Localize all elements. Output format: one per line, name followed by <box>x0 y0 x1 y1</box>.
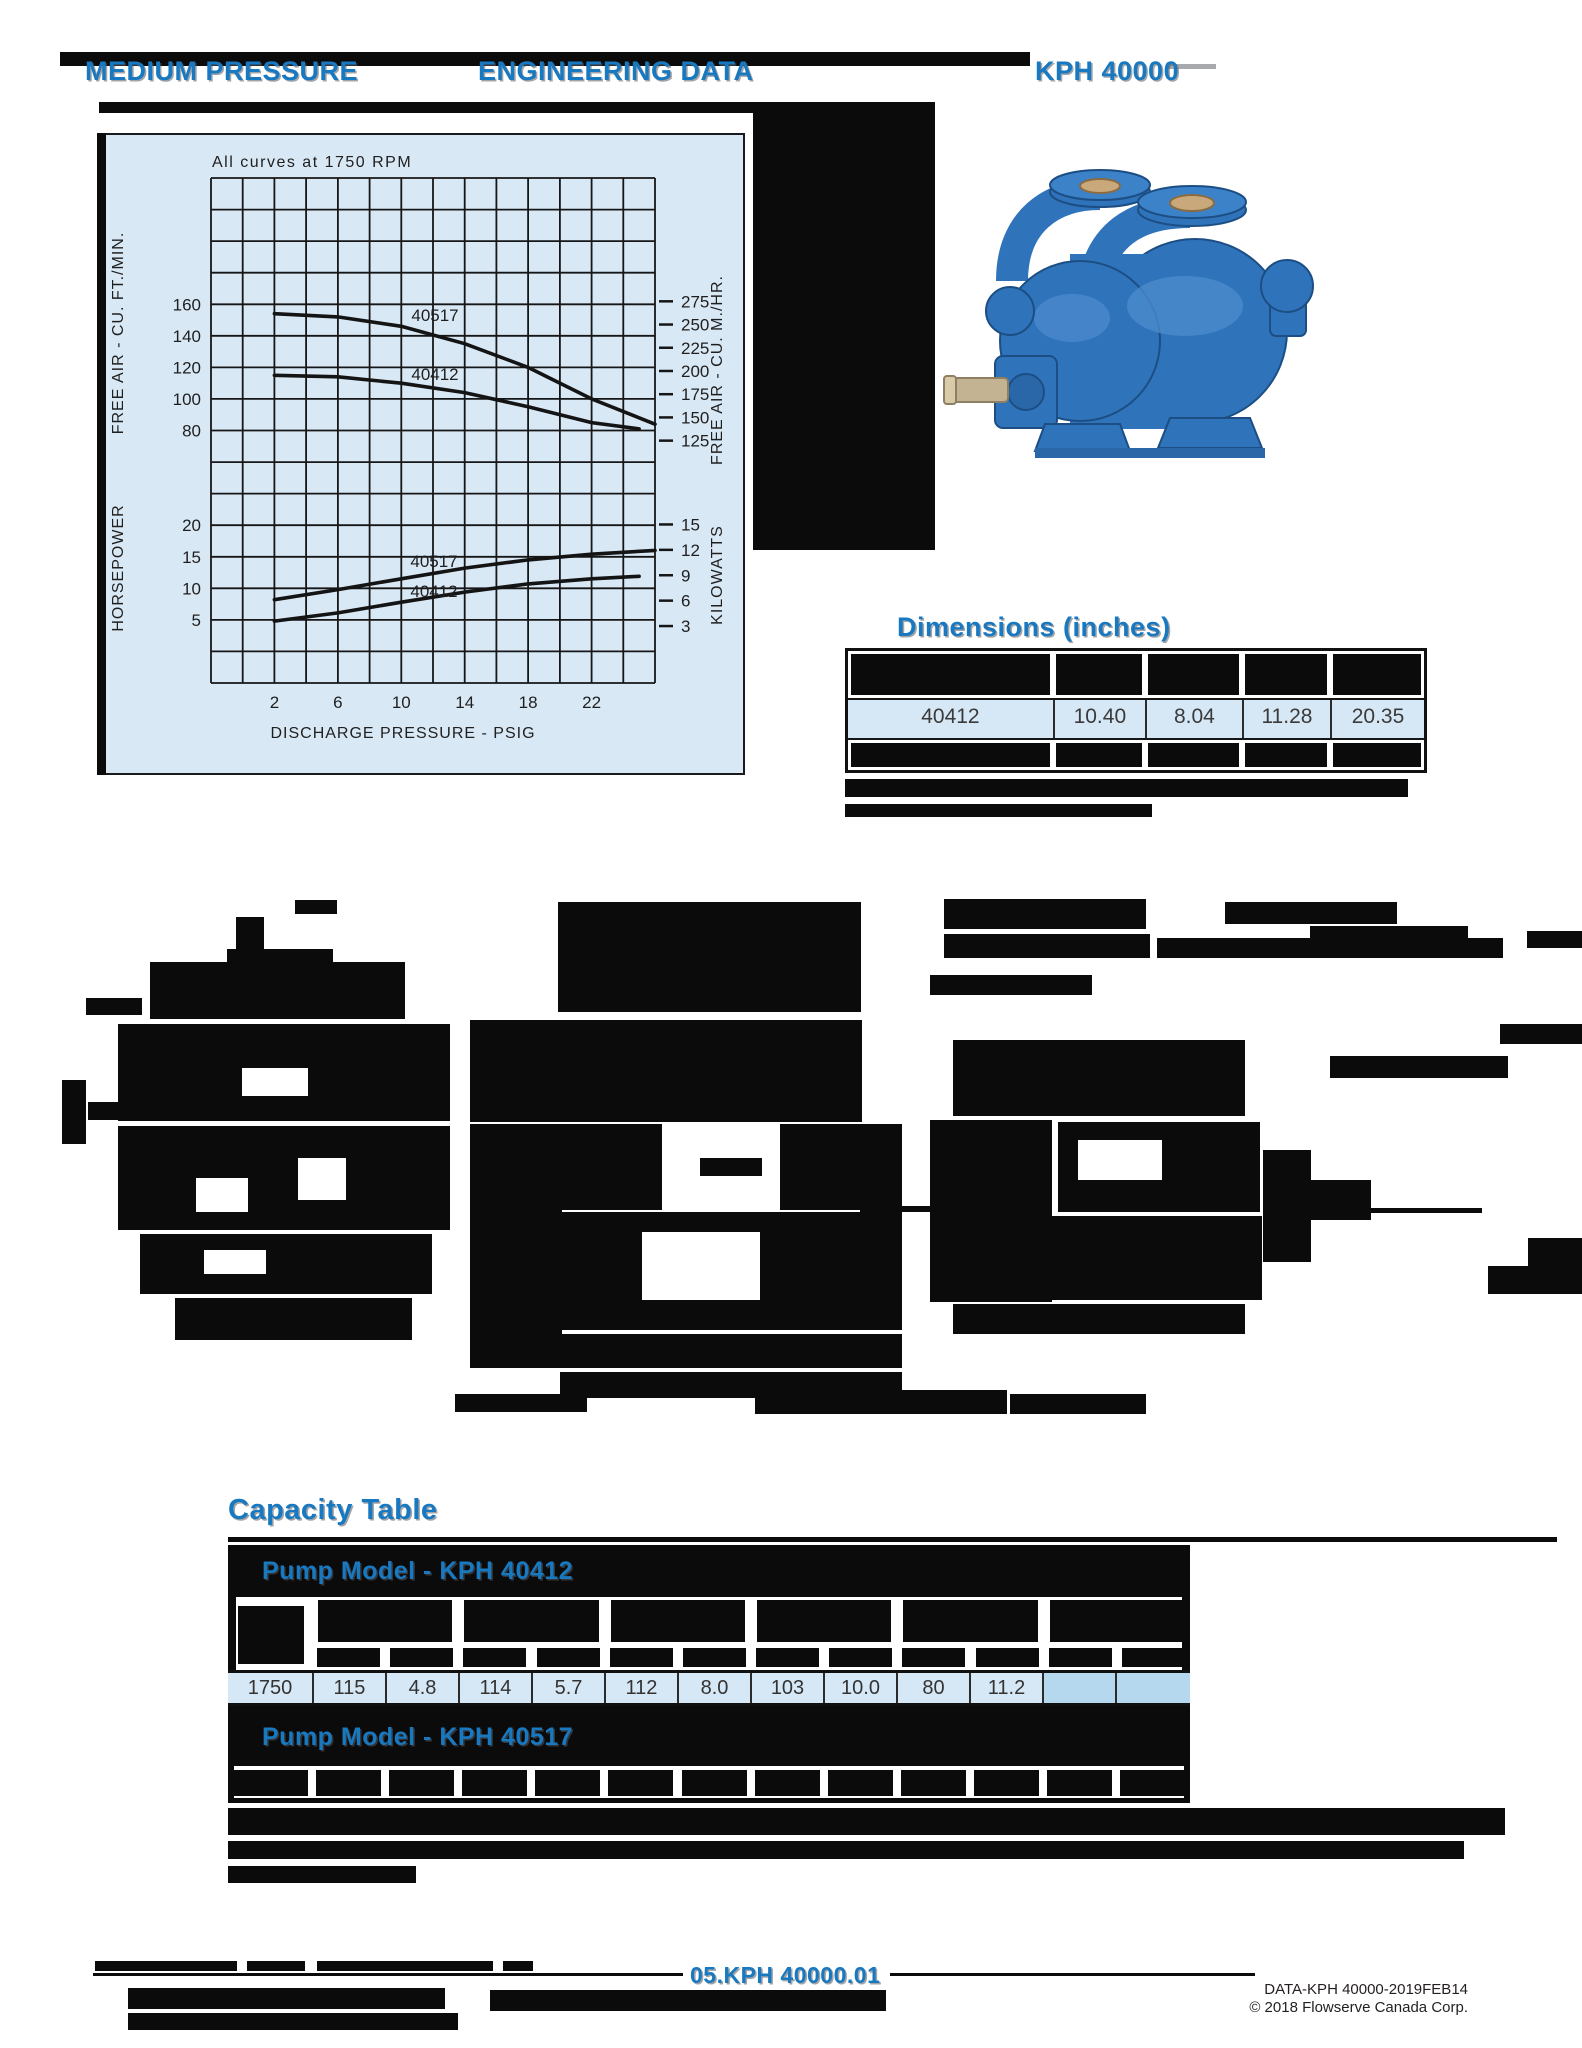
redaction-bar <box>128 2013 458 2030</box>
left-top-axis-label: FREE AIR - CU. FT./MIN. <box>110 231 127 435</box>
capacity-cell: 4.8 <box>385 1673 458 1703</box>
capacity-cell: 5.7 <box>531 1673 604 1703</box>
redaction-bar <box>470 1124 562 1336</box>
redaction-bar <box>295 900 337 914</box>
redaction-bar <box>1527 931 1582 948</box>
redaction-bar <box>755 1770 820 1796</box>
footer-doc-ref: DATA-KPH 40000-2019FEB14 <box>1264 1981 1468 1998</box>
performance-chart <box>97 133 745 775</box>
svg-text:125: 125 <box>681 431 710 451</box>
redaction-bar <box>390 1648 453 1667</box>
drawing-gap <box>1078 1140 1162 1180</box>
svg-text:120: 120 <box>172 358 201 378</box>
svg-text:20: 20 <box>182 516 201 536</box>
redaction-bar <box>535 1770 600 1796</box>
redaction-bar <box>93 1973 683 1976</box>
svg-text:160: 160 <box>172 295 201 315</box>
capacity-cell-empty <box>1042 1673 1115 1703</box>
redaction-bar <box>558 902 861 1012</box>
dimensions-table <box>845 648 1427 773</box>
redaction-bar <box>1120 1770 1184 1796</box>
redaction-bar <box>780 1124 902 1210</box>
capacity-cell-empty <box>1115 1673 1190 1703</box>
svg-text:80: 80 <box>182 421 201 441</box>
redaction-bar <box>976 1648 1039 1667</box>
redaction-bar <box>610 1648 673 1667</box>
svg-text:250: 250 <box>681 315 710 335</box>
footer-doc-number: 05.KPH 40000.01 <box>690 1962 881 1988</box>
chart-title: All curves at 1750 RPM <box>212 154 413 171</box>
capacity-cell: 80 <box>896 1673 969 1703</box>
redaction-bar <box>503 1961 533 1971</box>
curve-label-40412: 40412 <box>410 582 458 601</box>
redaction-bar <box>1330 1056 1508 1078</box>
redacted-header-cell <box>848 651 1053 698</box>
redaction-bar <box>700 1158 762 1176</box>
redaction-bar <box>317 1648 380 1667</box>
redaction-bar <box>236 917 264 951</box>
redaction-bar <box>1000 1216 1262 1300</box>
svg-text:225: 225 <box>681 338 710 358</box>
redaction-bar <box>1184 1766 1190 1800</box>
dimensions-title: Dimensions (inches) <box>897 612 1171 642</box>
dimension-value-cell: 20.35 <box>1330 700 1424 738</box>
svg-text:12: 12 <box>681 540 700 560</box>
redaction-bar <box>753 113 935 550</box>
redacted-cell <box>1330 740 1424 770</box>
redacted-cell <box>848 740 1053 770</box>
drawing-gap <box>298 1158 346 1200</box>
redaction-bar <box>845 779 1408 797</box>
redaction-bar <box>953 1304 1245 1334</box>
svg-text:200: 200 <box>681 361 710 381</box>
redaction-bar <box>860 1206 960 1212</box>
redaction-bar <box>317 1961 493 1971</box>
svg-text:175: 175 <box>681 385 710 405</box>
pump-photo <box>940 126 1320 466</box>
redaction-bar <box>462 1770 527 1796</box>
redaction-bar <box>1225 902 1397 924</box>
header-center: ENGINEERING DATA <box>478 56 754 86</box>
redaction-bar <box>150 962 405 1019</box>
redaction-bar <box>1309 1180 1371 1220</box>
redaction-bar <box>238 1606 304 1664</box>
redaction-bar <box>95 1961 237 1971</box>
capacity-title: Capacity Table <box>228 1494 438 1526</box>
redaction-bar <box>455 1394 587 1412</box>
redaction-bar <box>99 102 935 113</box>
redaction-bar <box>464 1600 599 1642</box>
redaction-bar <box>228 1866 416 1883</box>
redaction-bar <box>829 1648 892 1667</box>
svg-text:275: 275 <box>681 292 710 312</box>
dimension-value-cell: 10.40 <box>1053 700 1145 738</box>
svg-text:14: 14 <box>455 693 475 712</box>
redaction-bar <box>757 1600 891 1642</box>
svg-text:2: 2 <box>269 693 280 712</box>
svg-text:100: 100 <box>172 389 201 409</box>
redaction-bar <box>562 1124 662 1210</box>
redaction-bar <box>890 1973 1255 1976</box>
redaction-bar <box>611 1600 745 1642</box>
redaction-bar <box>953 1040 1245 1116</box>
svg-text:3: 3 <box>681 617 691 637</box>
redaction-bar <box>1122 1648 1182 1667</box>
capacity-cell-rpm: 1750 <box>247 1677 293 1699</box>
dimension-model-cell: 40412 <box>921 705 980 728</box>
redaction-bar <box>175 1298 412 1340</box>
redaction-bar <box>1500 1024 1582 1044</box>
redaction-bar <box>1047 1770 1112 1796</box>
redaction-bar <box>470 1334 902 1368</box>
drawing-gap <box>204 1250 266 1274</box>
dimensions-header-row-redacted <box>848 651 1424 698</box>
dimension-value-cell: 11.28 <box>1242 700 1330 738</box>
redaction-bar <box>316 1770 381 1796</box>
redaction-bar <box>903 1600 1038 1642</box>
capacity-data-row <box>228 1670 1190 1706</box>
capacity-cell: 8.0 <box>677 1673 750 1703</box>
redaction-bar <box>756 1648 819 1667</box>
redaction-bar <box>247 1961 305 1971</box>
redaction-bar <box>128 1988 445 2009</box>
redaction-bar <box>537 1648 600 1667</box>
redaction-bar <box>228 1537 1557 1542</box>
header-left: MEDIUM PRESSURE <box>85 56 359 86</box>
redaction-bar <box>228 1808 1505 1835</box>
redaction-bar <box>86 998 142 1015</box>
redaction-bar <box>682 1770 747 1796</box>
redaction-bar <box>902 1648 965 1667</box>
dimensions-row-redacted <box>848 740 1424 770</box>
capacity-cell: 103 <box>750 1673 823 1703</box>
redaction-bar <box>901 1770 966 1796</box>
redaction-bar <box>228 1841 1464 1859</box>
redaction-bar <box>845 804 1152 817</box>
capacity-cell: 10.0 <box>823 1673 896 1703</box>
redaction-bar <box>88 1102 120 1120</box>
redaction-bar <box>228 1798 1190 1803</box>
redaction-bar <box>1528 1238 1582 1268</box>
redacted-header-cell <box>1145 651 1242 698</box>
redaction-bar <box>62 1080 86 1144</box>
curve-label-40412: 40412 <box>411 365 459 384</box>
svg-text:15: 15 <box>182 547 201 567</box>
x-axis-label: DISCHARGE PRESSURE - PSIG <box>270 725 536 742</box>
capacity-cell: 112 <box>604 1673 677 1703</box>
redaction-bar <box>944 899 1146 929</box>
redacted-header-cell <box>1330 651 1424 698</box>
svg-text:150: 150 <box>681 408 710 428</box>
redaction-bar <box>755 1390 1007 1414</box>
redaction-bar <box>944 934 1150 958</box>
curve-label-40517: 40517 <box>411 306 459 325</box>
svg-text:6: 6 <box>333 693 343 712</box>
drawing-gap <box>242 1068 308 1096</box>
header-right: KPH 40000 <box>1035 56 1180 86</box>
svg-text:15: 15 <box>681 515 700 535</box>
redaction-bar <box>1050 1600 1184 1642</box>
redaction-bar <box>930 975 1092 995</box>
right-top-axis-label: FREE AIR - CU. M./HR. <box>709 275 726 465</box>
capacity-model1-label: Pump Model - KPH 40412 <box>262 1557 574 1585</box>
redaction-bar <box>463 1648 526 1667</box>
redaction-bar <box>828 1770 893 1796</box>
redaction-bar <box>1010 1394 1146 1414</box>
redaction-bar <box>1488 1266 1582 1294</box>
redaction-bar <box>140 1234 432 1294</box>
footer-copyright: © 2018 Flowserve Canada Corp. <box>1249 1999 1468 2016</box>
svg-text:10: 10 <box>182 579 201 599</box>
drawing-gap <box>642 1232 760 1300</box>
capacity-model2-label: Pump Model - KPH 40517 <box>262 1723 574 1751</box>
redaction-bar <box>1298 1208 1482 1213</box>
redaction-bar <box>1049 1648 1112 1667</box>
svg-text:6: 6 <box>681 591 691 611</box>
right-bottom-axis-label: KILOWATTS <box>709 525 726 625</box>
redacted-cell <box>1242 740 1330 770</box>
redacted-header-cell <box>1242 651 1330 698</box>
redaction-bar <box>1263 1150 1311 1262</box>
curve-label-40517: 40517 <box>410 552 458 571</box>
redaction-bar <box>118 1126 450 1230</box>
svg-text:140: 140 <box>172 326 201 346</box>
redaction-bar <box>470 1020 862 1122</box>
svg-text:22: 22 <box>582 693 602 712</box>
redacted-header-cell <box>1053 651 1145 698</box>
dimensions-data-row <box>848 698 1424 740</box>
left-bottom-axis-label: HORSEPOWER <box>110 504 127 632</box>
redaction-bar <box>228 1597 236 1670</box>
svg-text:10: 10 <box>391 693 411 712</box>
drawing-gap <box>196 1178 248 1212</box>
redaction-bar <box>318 1600 452 1642</box>
redaction-bar <box>1157 938 1503 958</box>
redaction-bar <box>974 1770 1039 1796</box>
capacity-cell: 11.2 <box>969 1673 1042 1703</box>
capacity-cell: 114 <box>458 1673 531 1703</box>
capacity-cell: 115 <box>312 1673 385 1703</box>
redaction-bar <box>490 1990 886 2011</box>
redaction-bar <box>389 1770 454 1796</box>
redaction-bar <box>683 1648 746 1667</box>
svg-text:5: 5 <box>191 610 201 630</box>
dimension-value-cell: 8.04 <box>1145 700 1242 738</box>
redacted-cell <box>1053 740 1145 770</box>
redaction-bar <box>234 1770 308 1796</box>
redacted-cell <box>1145 740 1242 770</box>
svg-text:18: 18 <box>518 693 538 712</box>
svg-text:9: 9 <box>681 566 691 586</box>
redaction-bar <box>608 1770 673 1796</box>
